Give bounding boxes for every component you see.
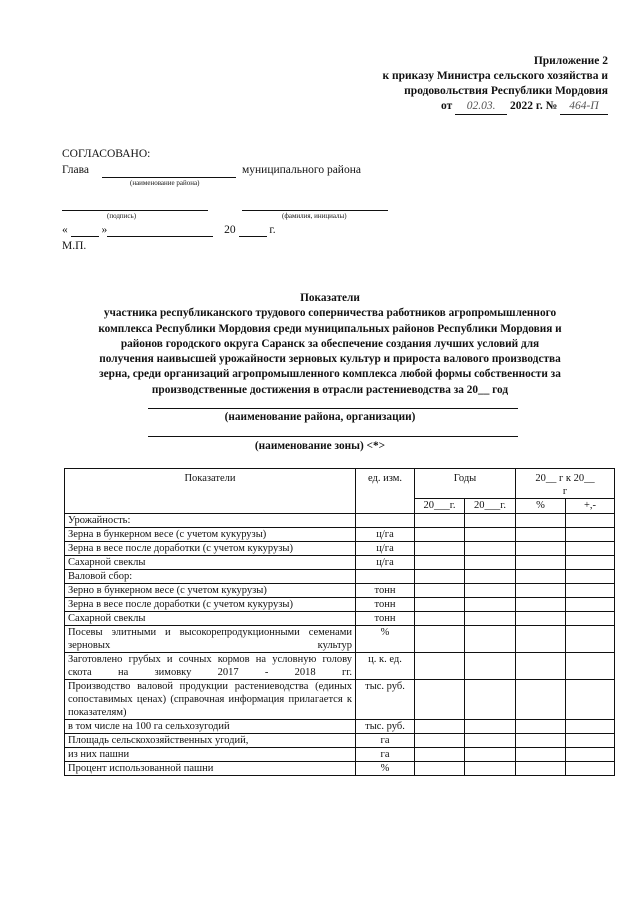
row-label: Производство валовой продукции растениеводства (единых сопоставимых ценах) (справочная информация прилагается к показателям) [65, 680, 356, 720]
row-unit: тонн [356, 584, 415, 598]
appendix-header [382, 54, 608, 115]
name-caption: (фамилия, инициалы) [282, 212, 347, 220]
row-unit: ц/га [356, 528, 415, 542]
table-row [65, 748, 615, 762]
table-row [65, 612, 615, 626]
table-row [65, 626, 615, 653]
row-unit: ц/га [356, 556, 415, 570]
table-row [65, 680, 615, 720]
org-caption: (наименование района, организации) [224, 411, 416, 423]
handwritten-date: 02.03. [455, 99, 507, 115]
table-row [65, 514, 615, 528]
signature-line [62, 210, 208, 211]
title-line4: получения наивысшей урожайности зерновых культур и прироста валового производства [99, 353, 561, 366]
appendix-line3: продовольствия Республики Мордовия [404, 85, 608, 97]
district-text: муниципального района [242, 164, 361, 176]
row-unit: % [356, 762, 415, 776]
org-line [148, 408, 518, 409]
row-unit: га [356, 748, 415, 762]
header-year2: 20___г. [465, 499, 516, 514]
zone-caption: (наименование зоны) <*> [254, 440, 386, 452]
year-text: 2022 г. № [510, 100, 558, 112]
year-blank [239, 224, 267, 237]
row-label: Процент использованной пашни [65, 762, 356, 776]
row-unit: га [356, 734, 415, 748]
row-label: Зерна в весе после доработки (с учетом кукурузы) [65, 598, 356, 612]
row-unit: % [356, 626, 415, 653]
appendix-line2: к приказу Министра сельского хозяйства и [382, 70, 608, 82]
row-label: Площадь сельскохозяйственных угодий, [65, 734, 356, 748]
row-unit: тонн [356, 612, 415, 626]
row-unit: ц. к. ед. [356, 653, 415, 680]
name-line [242, 210, 388, 211]
title-line3: районов городского округа Саранск за обеспечение создания лучших условий для [120, 337, 540, 350]
row-label: из них пашни [65, 748, 356, 762]
row-unit: тыс. руб. [356, 720, 415, 734]
row-label: Зерно в бункерном весе (с учетом кукурузы) [65, 584, 356, 598]
table-row [65, 556, 615, 570]
month-blank [107, 224, 213, 237]
header-change-line1: 20__ г к 20__ [535, 473, 595, 484]
row-label: Сахарной свеклы [65, 612, 356, 626]
header-year1: 20___г. [415, 499, 465, 514]
appendix-date-line [382, 99, 608, 115]
table-row [65, 528, 615, 542]
row-unit: ц/га [356, 542, 415, 556]
day-blank [71, 224, 99, 237]
header-plusminus: +,- [566, 499, 615, 514]
table-row [65, 584, 615, 598]
appendix-line1: Приложение 2 [533, 55, 608, 67]
row-unit [356, 570, 415, 584]
row-label: в том числе на 100 га сельхозугодий [65, 720, 356, 734]
date-signing-line [62, 224, 276, 237]
quote-close: » [101, 224, 108, 236]
quote-open: « [62, 224, 68, 236]
date-prefix: от [441, 100, 453, 112]
table-row [65, 542, 615, 556]
title-line2: комплекса Республики Мордовия среди муниципальных районов Республики Мордовия и [98, 322, 562, 335]
row-label: Валовой сбор: [65, 570, 356, 584]
table-row [65, 720, 615, 734]
document-title [60, 291, 600, 398]
row-label: Урожайность: [65, 514, 356, 528]
header-change [516, 469, 615, 499]
table-row [65, 570, 615, 584]
stamp-label: М.П. [62, 240, 87, 252]
title-line6: производственные достижения в отрасли растениеводства за 20__ год [151, 383, 509, 396]
header-indicators: Показатели [65, 469, 356, 514]
row-unit [356, 514, 415, 528]
zone-line [148, 436, 518, 437]
row-unit: тыс. руб. [356, 680, 415, 720]
table-row [65, 762, 615, 776]
signature-caption: (подпись) [107, 212, 137, 220]
title-line5: зерна, среди организаций агропромышленного комплекса любой формы собственности за [99, 368, 561, 381]
agreed-label: СОГЛАСОВАНО: [62, 148, 151, 160]
table-row [65, 598, 615, 612]
table-header-row [65, 469, 615, 499]
handwritten-number: 464-П [560, 99, 608, 115]
row-unit: тонн [356, 598, 415, 612]
title-line1: участника республиканского трудового соперничества работников агропромышленного [103, 307, 557, 320]
district-caption: (наименование района) [130, 179, 200, 187]
year-suffix: г. [269, 224, 276, 236]
header-change-line2: г [562, 486, 568, 497]
head-name-line [102, 177, 236, 178]
row-label: Зерна в весе после доработки (с учетом кукурузы) [65, 542, 356, 556]
indicators-table [64, 468, 615, 776]
row-label: Заготовлено грубых и сочных кормов на условную голову скота на зимовку 2017 - 2018 гг. [65, 653, 356, 680]
header-unit: ед. изм. [356, 469, 415, 514]
row-label: Зерна в бункерном весе (с учетом кукурузы) [65, 528, 356, 542]
table-row [65, 653, 615, 680]
header-years: Годы [415, 469, 516, 499]
table-row [65, 734, 615, 748]
head-label: Глава [62, 164, 90, 176]
row-label: Сахарной свеклы [65, 556, 356, 570]
header-percent: % [516, 499, 566, 514]
year-prefix: 20 [224, 224, 236, 236]
title-heading: Показатели [300, 292, 360, 304]
row-label: Посевы элитными и высокорепродукционными семенами зерновых культур [65, 626, 356, 653]
